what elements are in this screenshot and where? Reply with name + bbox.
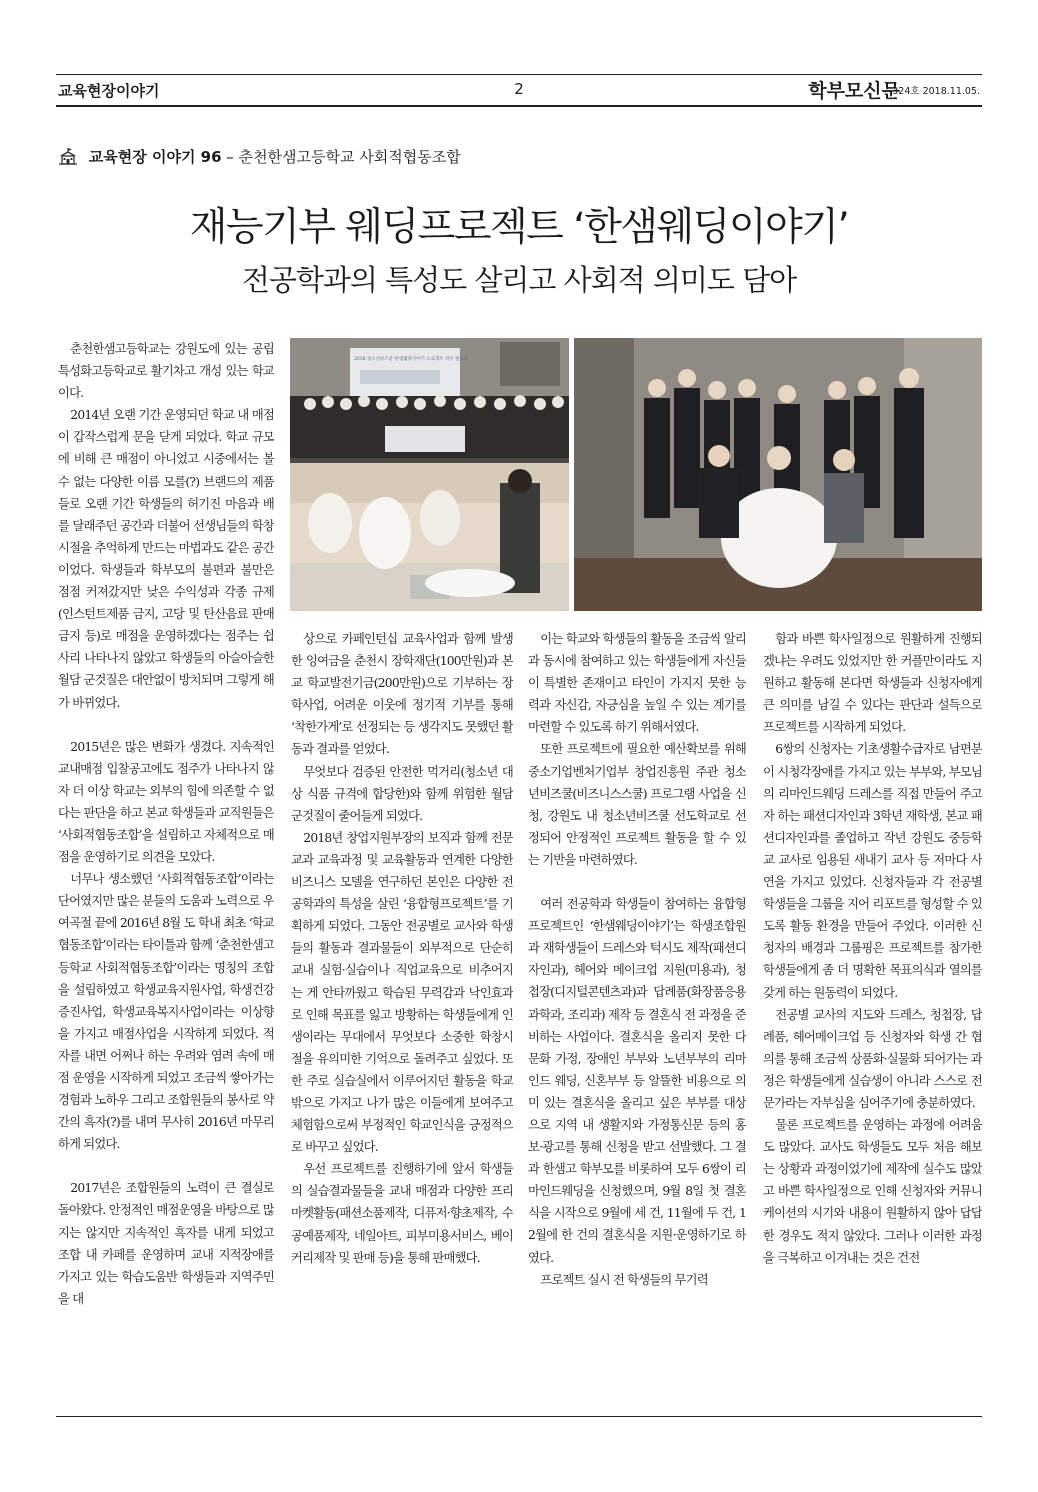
headline: 재능기부 웨딩프로젝트 ‘한샘웨딩이야기’ <box>189 205 849 250</box>
photo-wedding <box>574 338 982 611</box>
paragraph: 또한 프로젝트에 필요한 예산확보를 위해 중소기업벤처기업부 창업진흥원 주관 청소년비즈쿨(비즈니스스쿨) 프로그램 사업을 신청, 강원도 내 청소년비즈쿨 선도학교로 선정되어 안정적인 프로젝트 활동을 할 수 있는 기반을 마련하였다. <box>528 742 746 867</box>
paragraph: 상으로 카페인턴십 교육사업과 함께 발생한 잉여금을 춘천시 장학재단(100만원)과 본교 학교발전기금(200만원)으로 기부하는 장학사업, 어려운 이웃에 정기적 기부를 통해 ‘착한가게’로 선정되는 등 생각지도 못했던 활동과 결과를 얻었다. <box>291 632 513 757</box>
paragraph: 프로젝트 실시 전 학생들의 무기력 <box>540 1272 708 1287</box>
paragraph: 물론 프로젝트를 운영하는 과정에 어려움도 많았다. 교사도 학생들도 모두 처음 해보는 상황과 과정이었기에 제작에 실수도 많았고 바쁜 학사일정으로 인해 신청자와 커뮤니케이션의 시기와 내용이 원활하지 않아 답답한 경우도 적지 않았다. 그러나 이러한 과정을 극복하고 이겨내는 것은 건전 <box>763 1118 982 1265</box>
subheadline: 전공학과의 특성도 살리고 사회적 의미도 담아 <box>241 263 797 297</box>
paragraph: 2014년 오랜 기간 운영되던 학교 내 매점이 갑작스럽게 문을 닫게 되었다. 학교 규모에 비해 큰 매점이 아니었고 시중에서는 볼 수 없는 다양한 이름 모를(?) 브랜드의 제품들로 오랜 기간 학생들의 허기진 마음과 배를 달래주던 공간과 더불어 선생님들의 학창시절을 추억하게 만드는 마법과도 같은 공간이었다. 학생들과 학부모의 불편과 불만은 점점 커져갔지만 낮은 수익성과 각종 규제(인스턴트제품 금지, 고당 및 탄산음료 판매금지 등)로 매점을 운영하겠다는 점주는 쉽사리 나타나지 않았고 학생들의 아슬아슬한 월담 군것질은 대안없이 방치되며 그렇게 해가 바뀌었다. <box>58 408 274 710</box>
column-4 <box>763 628 982 1384</box>
paragraph: 춘천한샘고등학교는 강원도에 있는 공립특성화고등학교로 활기차고 개성 있는 학교이다. <box>58 342 274 401</box>
paragraph: 6쌍의 신청자는 기초생활수급자로 남편분이 시청각장애를 가지고 있는 부부와, 부모님의 리마인드웨딩 드레스를 직접 만들어 주고자 하는 패션디자인과 3학년 재학생, 본교 패션디자인과를 졸업하고 작년 강원도 중등학교 교사로 임용된 새내기 교사 등 저마다 사연을 가지고 있었다. 신청자들과 각 전공별 학생들을 그룹을 지어 리포트를 형성할 수 있도록 활동 환경을 만들어 주었다. 이러한 신청자의 배경과 그룹핑은 프로젝트를 참가한 학생들에게 좀 더 명확한 목표의식과 열의를 갖게 하는 원동력이 되었다. <box>763 742 982 1000</box>
page-header <box>56 74 982 107</box>
page-number: 2 <box>514 80 524 98</box>
kicker-dash: – <box>221 148 239 166</box>
paragraph: 2017년은 조합원들의 노력이 큰 결실로 돌아왔다. 안정적인 매점운영을 바탕으로 많지는 않지만 지속적인 흑자를 내게 되었고 조합 내 카페를 운영하며 교내 지적장애를 가지고 있는 학습도움반 학생들과 지역주민을 대 <box>58 1181 274 1306</box>
paragraph: 전공별 교사의 지도와 드레스, 청첩장, 답례품, 헤어메이크업 등 신청자와 학생 간 협의를 통해 조금씩 상품화·실물화 되어가는 과정은 학생들에게 실습생이 아니라 스스로 전문가라는 자부심을 심어주기에 충분하였다. <box>763 1007 982 1110</box>
kicker-subject: 춘천한샘고등학교 사회적협동조합 <box>238 148 461 166</box>
kicker <box>58 146 461 167</box>
column-1 <box>58 338 274 1384</box>
paragraph: 2015년은 많은 변화가 생겼다. 지속적인 교내매점 입찰공고에도 점주가 나타나지 않자 더 이상 학교는 외부의 힘에 의존할 수 없다는 판단을 하고 본교 학생들과 교직원들은 ‘사회적협동조합’을 설립하고 자체적으로 매점을 운영하기로 의견을 모았다. <box>58 739 274 865</box>
issue-date: 324호 2018.11.05. <box>892 86 980 97</box>
paragraph: 무엇보다 검증된 안전한 먹거리(청소년 대상 식품 규격에 합당한)와 함께 위험한 월담 군것질이 줄어들게 되었다. <box>291 764 513 823</box>
photo-beauty-class <box>290 463 569 611</box>
paragraph: 너무나 생소했던 ‘사회적협동조합’이라는 단어였지만 많은 분들의 도움과 노력으로 우여곡절 끝에 2016년 8월 도 학내 최초 ‘학교협동조합’이라는 타이틀과 함께 ‘춘천한샘고등학교 사회적협동조합’이라는 명칭의 조합을 설립하였고 학생교육지원사업, 학생건강증진사업, 학생교육복지사업이라는 이상향을 가지고 매점사업을 시작하게 되었다. 적자를 내면 어쩌나 하는 우려와 염려 속에 매점 운영을 시작하게 되었고 조금씩 쌓아가는 경험과 노하우 그리고 조합원들의 봉사로 약간의 흑자(?)를 내며 무사히 2016년 마무리하게 되었다. <box>58 872 274 1152</box>
paragraph: 2018년 창업지원부장의 보직과 함께 전문교과 교육과정 및 교육활동과 연계한 다양한 비즈니스 모델을 연구하던 본인은 다양한 전공학과의 특성을 살린 ‘융합형프로젝트’를 기획하게 되었다. 그동안 전공별로 교사와 학생들의 활동과 결과물들이 외부적으로 단순히 교내 실험·실습이나 직업교육으로 비추어지는 게 안타까웠고 학습된 무력감과 낙인효과로 인해 목표를 잃고 방황하는 학생들에게 인생이라는 무대에서 무엇보다 소중한 학창시절을 유의미한 기억으로 돌려주고 싶었다. 또한 주로 실습실에서 이루어지던 활동을 학교 밖으로 가지고 나가 많은 이들에게 보여주고 체험함으로써 부정적인 학교인식을 긍정적으로 바꾸고 싶었다. <box>291 830 513 1155</box>
photo-banner-text: 2018 청소년비즈쿨 한샘웨딩이야기 프로젝트 착수 발표회 <box>354 357 469 362</box>
series-label: 교육현장 이야기 96 <box>88 148 222 166</box>
paragraph: 이는 학교와 학생들의 활동을 조금씩 알리과 동시에 참여하고 있는 학생들에게 자신들이 특별한 존재이고 타인이 가지지 못한 능력과 자신감, 자긍심을 높일 수 있는 계기를 마련할 수 있도록 하기 위해서였다. <box>528 632 746 735</box>
section-name: 교육현장이야기 <box>58 82 160 100</box>
paragraph: 여러 전공학과 학생들이 참여하는 융합형 프로젝트인 ‘한샘웨딩이야기’는 학생조합원과 재학생들이 드레스와 턱시도 제작(패션디자인과), 헤어와 메이크업 지원(미용과), 청첩장(디지털콘텐츠과)과 답례품(화장품응용과학과, 조리과) 제작 등 결혼식 전 과정을 준비하는 사업이다. 결혼식을 올리지 못한 다문화 가정, 장애인 부부와 노년부부의 리마인드 웨딩, 신혼부부 등 알뜰한 비용으로 의미 있는 결혼식을 올리고 싶은 부부를 대상으로 지역 내 생활지와 가정통신문 등의 홍보·광고를 통해 신청을 받고 선발했다. 그 결과 한샘고 학부모를 비롯하여 모두 6쌍이 리마인드웨딩을 신청했으며, 9월 8일 첫 결혼식을 시작으로 9월에 세 건, 11월에 두 건, 12월에 한 건의 결혼식을 지원·운영하기로 하였다. <box>528 897 746 1265</box>
bottom-rule <box>56 1416 982 1417</box>
school-icon <box>58 147 78 165</box>
newspaper-name: 학부모신문 <box>808 80 900 102</box>
column-2 <box>291 628 513 1384</box>
column-3 <box>528 628 746 1384</box>
paragraph: 함과 바쁜 학사일정으로 원활하게 진행되겠냐는 우려도 있었지만 한 커플만이라도 지원하고 활동해 본다면 학생들과 신청자에게 큰 의미를 남길 수 있다는 판단과 설득으로 프로젝트를 시작하게 되었다. <box>763 632 982 735</box>
paragraph: 우선 프로젝트를 진행하기에 앞서 학생들의 실습결과물들을 교내 매점과 다양한 프리마켓활동(패션소품제작, 디퓨저·향초제작, 수공예품제작, 네일아트, 피부미용서비스, 베이커리제작 및 판매 등)을 통해 판매했다. <box>291 1162 513 1265</box>
